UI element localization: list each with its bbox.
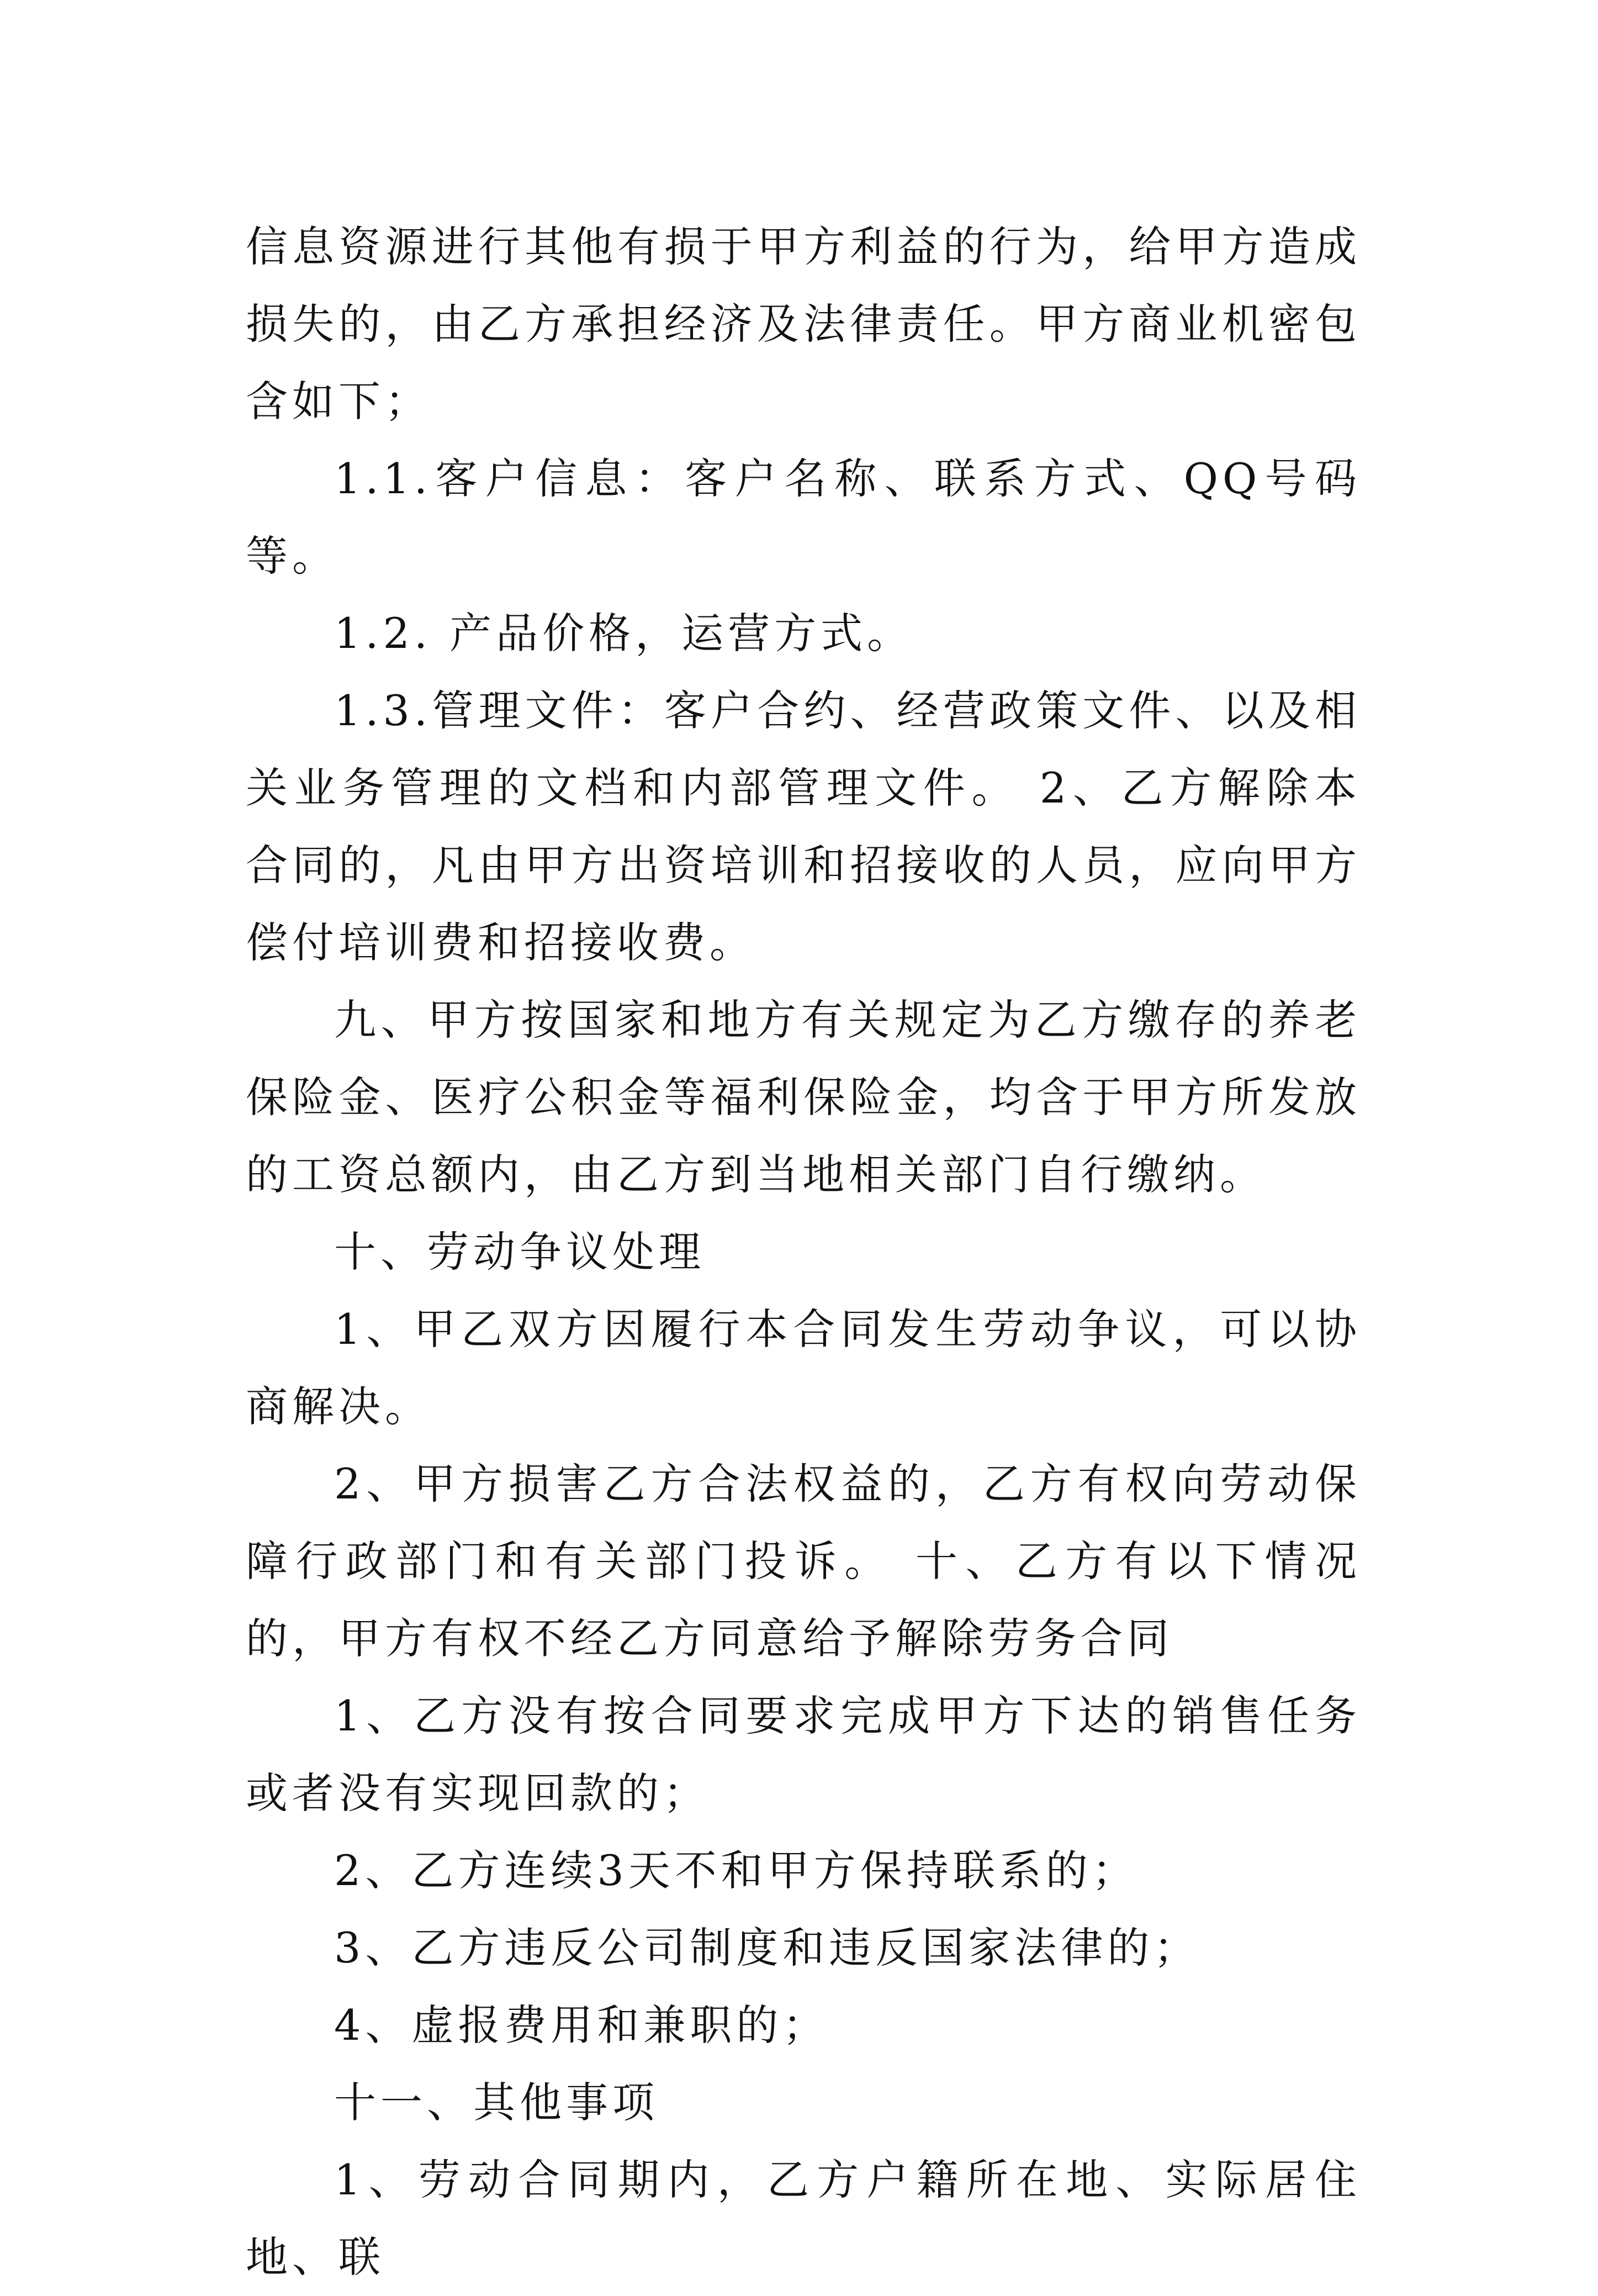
- paragraph: 信息资源进行其他有损于甲方利益的行为，给甲方造成损失的，由乙方承担经济及法律责任。甲方商业机密包含如下；: [246, 222, 1361, 426]
- paragraph: 九、甲方按国家和地方有关规定为乙方缴存的养老保险金、医疗公积金等福利保险金，均含于甲方所发放的工资总额内，由乙方到当地相关部门自行缴纳。: [246, 995, 1361, 1199]
- paragraph: 1、劳动合同期内，乙方户籍所在地、实际居住地、联: [246, 2155, 1361, 2282]
- paragraph: 1.1.客户信息：客户名称、联系方式、QQ号码等。: [246, 454, 1361, 580]
- paragraph: 1、乙方没有按合同要求完成甲方下达的销售任务或者没有实现回款的；: [246, 1691, 1361, 1818]
- section-heading: 十一、其他事项: [334, 2078, 659, 2127]
- paragraph: 3、乙方违反公司制度和违反国家法律的；: [334, 1923, 1200, 1972]
- paragraph: 1.2. 产品价格，运营方式。: [334, 609, 914, 658]
- paragraph: 4、虚报费用和兼职的；: [334, 2001, 829, 2050]
- document-body: [246, 208, 1361, 2296]
- paragraph: 2、甲方损害乙方合法权益的，乙方有权向劳动保障行政部门和有关部门投诉。 十、乙方有以下情况的，甲方有权不经乙方同意给予解除劳务合同: [246, 1459, 1361, 1663]
- section-heading: 十、劳动争议处理: [334, 1227, 705, 1276]
- paragraph: 1、甲乙双方因履行本合同发生劳动争议，可以协商解决。: [246, 1305, 1361, 1431]
- paragraph: 1.3.管理文件：客户合约、经营政策文件、以及相关业务管理的文档和内部管理文件。 2、乙方解除本合同的，凡由甲方出资培训和招接收的人员，应向甲方偿付培训费和招接收费。: [246, 686, 1361, 967]
- paragraph: 2、乙方连续3天不和甲方保持联系的；: [334, 1846, 1139, 1895]
